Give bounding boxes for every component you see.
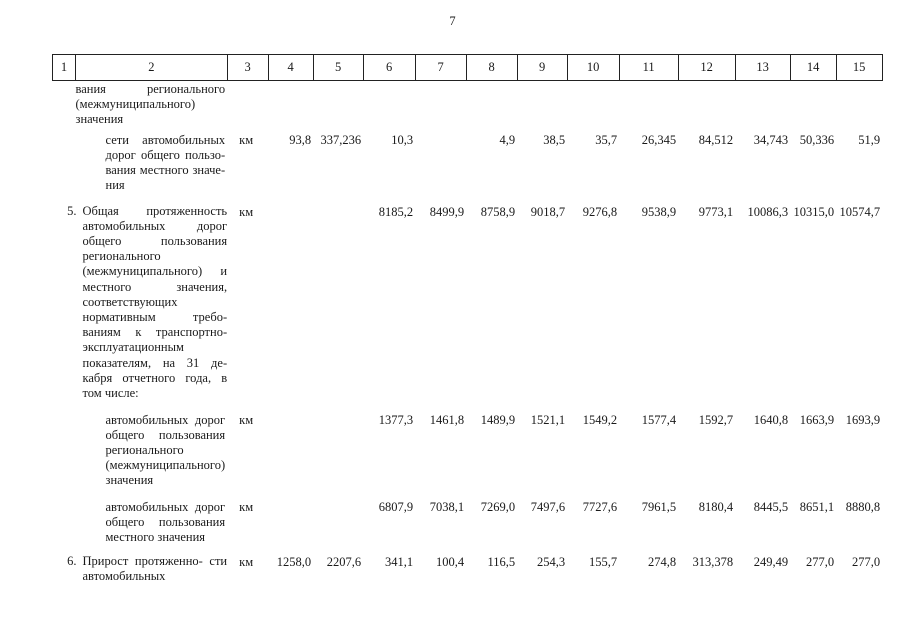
value-cell: 9276,8 — [582, 204, 618, 219]
value-cell: 1663,9 — [799, 412, 835, 427]
value-cell: 50,336 — [799, 132, 835, 147]
value-cell — [466, 81, 517, 132]
value-cell: 313,378 — [692, 554, 734, 569]
value-cell: 8445,5 — [753, 499, 789, 514]
value-cell: 51,9 — [858, 132, 881, 147]
value-cell: 7038,1 — [429, 499, 465, 514]
value-cell: 337,236 — [320, 132, 362, 147]
value-cell: 7727,6 — [582, 499, 618, 514]
value-cell: 1577,4 — [641, 412, 677, 427]
value-cell: 274,8 — [648, 554, 677, 569]
row-number: 5. — [67, 203, 77, 218]
indicator-cell — [53, 554, 228, 588]
header-cell: 13 — [735, 55, 790, 81]
page-number: 7 — [449, 14, 456, 28]
value-cell: 9538,9 — [641, 204, 677, 219]
value-cell — [678, 81, 735, 132]
unit-cell: км — [239, 204, 254, 219]
header-cell: 7 — [415, 55, 466, 81]
value-cell: 341,1 — [385, 554, 414, 569]
header-cell: 11 — [619, 55, 678, 81]
value-cell: 277,0 — [852, 554, 881, 569]
header-cell: 2 — [76, 55, 228, 81]
value-cell: 1377,3 — [378, 412, 414, 427]
value-cell: 8880,8 — [845, 499, 881, 514]
row-number — [53, 132, 76, 204]
header-cell: 9 — [517, 55, 567, 81]
value-cell — [363, 81, 415, 132]
value-cell — [567, 81, 619, 132]
value-cell: 254,3 — [537, 554, 566, 569]
value-cell: 84,512 — [698, 132, 734, 147]
table-row — [53, 132, 883, 204]
value-cell: 1258,0 — [276, 554, 312, 569]
value-cell — [268, 412, 313, 499]
value-cell — [790, 81, 836, 132]
indicator-name: Общая протяженность автомобильных дорог общего пользования регионального (межмуниципального) и местного значения, соответствующих нормативным требо- ваниям к транспортно- эксплуатационным показателям, на 31 де- кабря отчетного года, в том числе: — [82, 203, 228, 400]
header-cell: 6 — [363, 55, 415, 81]
value-cell: 277,0 — [806, 554, 835, 569]
value-cell: 1549,2 — [582, 412, 618, 427]
value-cell: 1640,8 — [753, 412, 789, 427]
value-cell — [735, 81, 790, 132]
unit-cell — [227, 81, 268, 132]
value-cell — [313, 204, 363, 412]
value-cell: 7497,6 — [530, 499, 566, 514]
value-cell — [268, 204, 313, 412]
value-cell — [415, 132, 466, 204]
header-cell: 12 — [678, 55, 735, 81]
value-cell: 8180,4 — [698, 499, 734, 514]
value-cell — [313, 81, 363, 132]
header-cell: 3 — [227, 55, 268, 81]
value-cell — [268, 81, 313, 132]
value-cell: 9773,1 — [698, 204, 734, 219]
value-cell: 2207,6 — [326, 554, 362, 569]
value-cell: 155,7 — [589, 554, 618, 569]
header-cell: 5 — [313, 55, 363, 81]
value-cell: 8651,1 — [799, 499, 835, 514]
value-cell: 26,345 — [641, 132, 677, 147]
value-cell: 100,4 — [436, 554, 465, 569]
header-cell: 15 — [836, 55, 882, 81]
indicator-cell — [53, 204, 228, 412]
indicator-name: автомобильных дорог общего пользования регионального (межмуниципального) значения — [105, 412, 226, 488]
value-cell: 34,743 — [753, 132, 789, 147]
value-cell: 10,3 — [391, 132, 414, 147]
value-cell: 7961,5 — [641, 499, 677, 514]
table-row — [53, 204, 883, 412]
table-row — [53, 554, 883, 588]
value-cell: 249,49 — [753, 554, 789, 569]
unit-cell: км — [239, 412, 254, 427]
value-cell — [415, 81, 466, 132]
value-cell — [517, 81, 567, 132]
value-cell: 35,7 — [595, 132, 618, 147]
value-cell: 10574,7 — [839, 204, 881, 219]
value-cell: 1461,8 — [429, 412, 465, 427]
value-cell: 6807,9 — [378, 499, 414, 514]
value-cell: 7269,0 — [480, 499, 516, 514]
value-cell: 9018,7 — [530, 204, 566, 219]
value-cell — [619, 81, 678, 132]
value-cell — [268, 499, 313, 554]
value-cell: 4,9 — [499, 132, 516, 147]
value-cell: 10315,0 — [793, 204, 835, 219]
indicator-name: автомобильных дорог общего пользования местного значения — [105, 499, 226, 544]
value-cell: 10086,3 — [747, 204, 789, 219]
value-cell: 38,5 — [543, 132, 566, 147]
row-number — [53, 499, 76, 554]
value-cell: 1592,7 — [698, 412, 734, 427]
header-cell: 1 — [53, 55, 76, 81]
value-cell — [313, 412, 363, 499]
indicator-name: сети автомобильных дорог общего пользо- вания местного значе- ния — [105, 132, 226, 193]
table-row — [53, 499, 883, 554]
header-cell: 8 — [466, 55, 517, 81]
unit-cell: км — [239, 499, 254, 514]
row-number — [53, 81, 76, 132]
header-cell: 4 — [268, 55, 313, 81]
indicator-name: вания регионального (межмуниципального) значения — [75, 82, 226, 127]
value-cell: 116,5 — [487, 554, 516, 569]
value-cell: 93,8 — [289, 132, 312, 147]
table-row — [53, 81, 883, 132]
row-number: 6. — [67, 553, 77, 568]
indicator-name: Прирост протяженно- сти автомобильных — [82, 553, 228, 583]
header-cell: 10 — [567, 55, 619, 81]
header-cell: 14 — [790, 55, 836, 81]
indicators-table — [52, 54, 883, 588]
value-cell — [836, 81, 882, 132]
value-cell: 8185,2 — [378, 204, 414, 219]
unit-cell: км — [239, 132, 254, 147]
value-cell: 1521,1 — [530, 412, 566, 427]
value-cell: 8758,9 — [480, 204, 516, 219]
row-number — [53, 412, 76, 499]
unit-cell: км — [239, 554, 254, 569]
value-cell: 8499,9 — [429, 204, 465, 219]
table-row — [53, 412, 883, 499]
header-row — [53, 55, 883, 81]
value-cell: 1489,9 — [480, 412, 516, 427]
value-cell: 1693,9 — [845, 412, 881, 427]
value-cell — [313, 499, 363, 554]
